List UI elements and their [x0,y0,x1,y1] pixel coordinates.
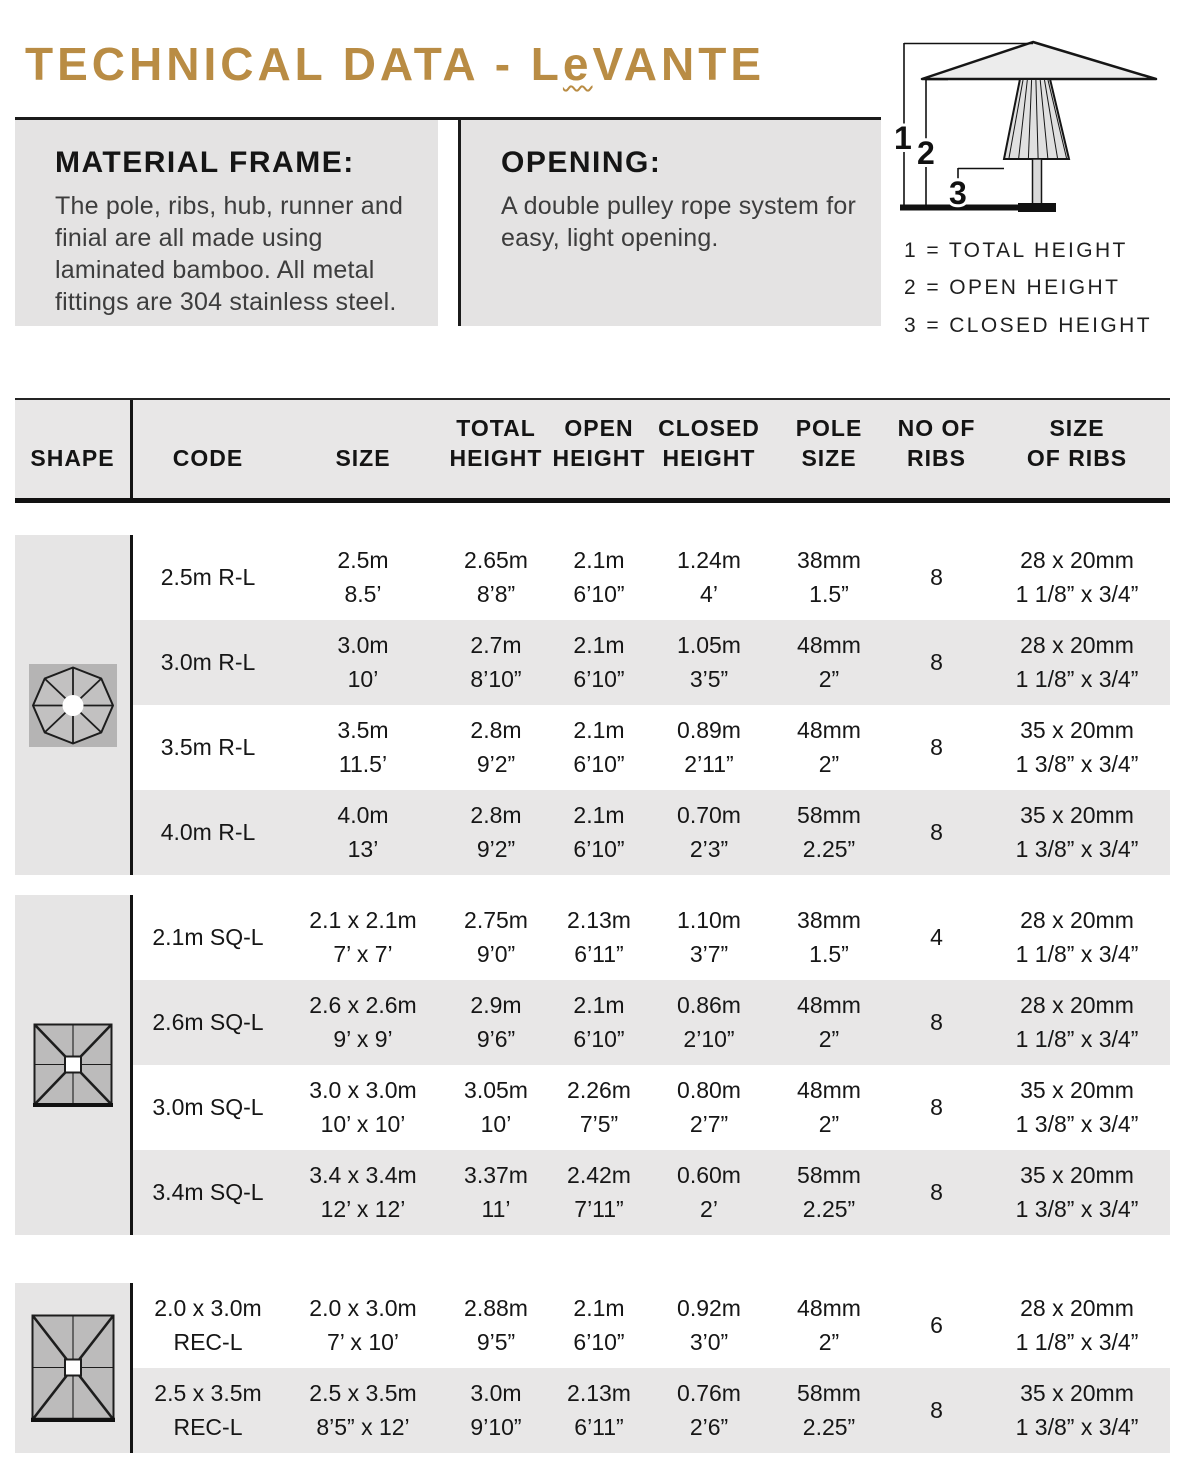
cell-pole-size: 48mm 2” [797,717,861,777]
cell-code: 2.0 x 3.0m REC-L [154,1295,262,1355]
cell-total-height: 3.0m 9’10” [470,1380,522,1440]
info-box-divider [438,120,458,326]
group-round [15,535,1170,875]
shape-cell-rectangle [15,1283,133,1453]
cell-open-height: 2.1m 6’10” [573,717,625,777]
table-row [133,980,1170,1065]
cell-no-of-ribs: 8 [930,818,943,845]
cell-no-of-ribs: 8 [930,563,943,590]
cell-no-of-ribs: 8 [930,1008,943,1035]
cell-pole-size: 58mm 2.25” [797,1380,861,1440]
page-title [25,37,765,91]
cell-code: 2.6m SQ-L [152,1008,264,1035]
table-row [133,1368,1170,1453]
cell-code: 2.1m SQ-L [152,923,264,950]
table-row [133,705,1170,790]
cell-size: 2.6 x 2.6m 9’ x 9’ [309,992,417,1052]
cell-no-of-ribs: 6 [930,1311,943,1338]
material-frame-heading: MATERIAL FRAME: [55,146,355,179]
cell-no-of-ribs: 8 [930,1178,943,1205]
cell-total-height: 2.75m 9’0” [464,907,528,967]
cell-pole-size: 38mm 1.5” [797,547,861,607]
cell-size-of-ribs: 35 x 20mm 1 3/8” x 3/4” [1015,1162,1139,1222]
cell-closed-height: 0.70m 2’3” [677,802,741,862]
material-frame-body: The pole, ribs, hub, runner and finial are all made using laminated bamboo. All metal fittings are 304 stainless steel. [55,192,404,316]
callout-3: 3 [949,175,967,211]
cell-size-of-ribs: 35 x 20mm 1 3/8” x 3/4” [1015,717,1139,777]
table-row [133,1065,1170,1150]
material-frame-box [15,120,438,326]
table-row [133,535,1170,620]
cell-closed-height: 1.24m 4’ [677,547,741,607]
umbrella-height-diagram [892,16,1180,344]
cell-no-of-ribs: 8 [930,648,943,675]
umbrella-diagram-icon [892,16,1180,218]
cell-size-of-ribs: 28 x 20mm 1 1/8” x 3/4” [1015,907,1139,967]
cell-closed-height: 0.89m 2’11” [677,717,741,777]
spec-table [15,398,1170,1453]
cell-open-height: 2.1m 6’10” [573,1295,625,1355]
header-open-height: OPEN HEIGHT [552,415,646,472]
cell-code: 3.4m SQ-L [152,1178,264,1205]
cell-total-height: 3.05m 10’ [464,1077,528,1137]
cell-open-height: 2.42m 7’11” [567,1162,631,1222]
header-total-height: TOTAL HEIGHT [449,415,543,472]
cell-closed-height: 0.86m 2’10” [677,992,741,1052]
header-shape: SHAPE [15,400,133,498]
cell-pole-size: 58mm 2.25” [797,1162,861,1222]
cell-closed-height: 0.76m 2’6” [677,1380,741,1440]
cell-code: 3.0m SQ-L [152,1093,264,1120]
cell-total-height: 3.37m 11’ [464,1162,528,1222]
cell-no-of-ribs: 8 [930,1396,943,1423]
opening-box [458,120,881,326]
header-no-of-ribs: NO OF RIBS [897,415,976,472]
cell-code: 2.5 x 3.5m REC-L [154,1380,262,1440]
cell-pole-size: 48mm 2” [797,992,861,1052]
legend-total-height: 1 = TOTAL HEIGHT [904,239,1128,262]
opening-body: A double pulley rope system for easy, light opening. [501,192,857,252]
table-header-row [15,398,1170,503]
cell-code: 2.5m R-L [160,563,256,590]
cell-total-height: 2.8m 9’2” [470,802,522,862]
table-row [133,1283,1170,1368]
diagram-legend [904,232,1180,344]
cell-no-of-ribs: 4 [930,923,943,950]
cell-size-of-ribs: 35 x 20mm 1 3/8” x 3/4” [1015,1380,1139,1440]
group-square [15,895,1170,1235]
title-suffix: VANTE [592,37,766,90]
title-prefix: TECHNICAL DATA - L [25,37,563,90]
cell-pole-size: 48mm 2” [797,632,861,692]
rectangular-umbrella-icon [31,1314,115,1422]
cell-size: 3.4 x 3.4m 12’ x 12’ [309,1162,417,1222]
group-rectangle [15,1283,1170,1453]
cell-closed-height: 0.92m 3’0” [677,1295,741,1355]
group-round-rows [133,535,1170,875]
cell-total-height: 2.65m 8’8” [464,547,528,607]
table-row [133,620,1170,705]
shape-cell-square [15,895,133,1235]
cell-no-of-ribs: 8 [930,1093,943,1120]
cell-size-of-ribs: 28 x 20mm 1 1/8” x 3/4” [1015,547,1139,607]
cell-pole-size: 58mm 2.25” [797,802,861,862]
legend-open-height: 2 = OPEN HEIGHT [904,276,1121,300]
title-styled-e: e [562,37,593,90]
cell-open-height: 2.13m 6’11” [567,1380,631,1440]
cell-closed-height: 0.60m 2’ [677,1162,741,1222]
cell-size: 2.5m 8.5’ [337,547,389,607]
shape-cell-round [15,535,133,875]
cell-open-height: 2.1m 6’10” [573,802,625,862]
cell-size-of-ribs: 28 x 20mm 1 1/8” x 3/4” [1015,1295,1139,1355]
cell-total-height: 2.7m 8’10” [470,632,522,692]
square-umbrella-icon [33,1023,113,1107]
cell-total-height: 2.8m 9’2” [470,717,522,777]
cell-size-of-ribs: 35 x 20mm 1 3/8” x 3/4” [1015,802,1139,862]
cell-closed-height: 1.05m 3’5” [677,632,741,692]
cell-size: 3.5m 11.5’ [337,717,389,777]
cell-size-of-ribs: 28 x 20mm 1 1/8” x 3/4” [1015,992,1139,1052]
cell-open-height: 2.1m 6’10” [573,992,625,1052]
cell-code: 4.0m R-L [160,818,256,845]
header-closed-height: CLOSED HEIGHT [658,415,760,472]
header-code: CODE [172,445,244,472]
opening-heading: OPENING: [501,146,662,179]
cell-closed-height: 1.10m 3’7” [677,907,741,967]
cell-size-of-ribs: 35 x 20mm 1 3/8” x 3/4” [1015,1077,1139,1137]
cell-size: 2.0 x 3.0m 7’ x 10’ [309,1295,417,1355]
header-pole-size: POLE SIZE [795,415,863,472]
round-umbrella-icon [29,664,117,747]
table-row [133,1150,1170,1235]
cell-code: 3.0m R-L [160,648,256,675]
header-size: SIZE [335,445,391,472]
cell-closed-height: 0.80m 2’7” [677,1077,741,1137]
cell-open-height: 2.26m 7’5” [567,1077,631,1137]
cell-pole-size: 48mm 2” [797,1295,861,1355]
callout-1: 1 [894,120,912,156]
header-size-of-ribs: SIZE OF RIBS [1026,415,1128,472]
cell-open-height: 2.13m 6’11” [567,907,631,967]
table-row [133,895,1170,980]
callout-2: 2 [917,135,935,171]
cell-size: 4.0m 13’ [337,802,389,862]
cell-size: 3.0 x 3.0m 10’ x 10’ [309,1077,417,1137]
cell-pole-size: 38mm 1.5” [797,907,861,967]
group-square-rows [133,895,1170,1235]
cell-open-height: 2.1m 6’10” [573,547,625,607]
cell-pole-size: 48mm 2” [797,1077,861,1137]
cell-size: 2.1 x 2.1m 7’ x 7’ [309,907,417,967]
cell-size: 2.5 x 3.5m 8’5” x 12’ [309,1380,417,1440]
group-rectangle-rows [133,1283,1170,1453]
cell-code: 3.5m R-L [160,733,256,760]
cell-no-of-ribs: 8 [930,733,943,760]
cell-size: 3.0m 10’ [337,632,389,692]
cell-size-of-ribs: 28 x 20mm 1 1/8” x 3/4” [1015,632,1139,692]
cell-open-height: 2.1m 6’10” [573,632,625,692]
cell-total-height: 2.88m 9’5” [464,1295,528,1355]
legend-closed-height: 3 = CLOSED HEIGHT [904,313,1152,337]
cell-total-height: 2.9m 9’6” [470,992,522,1052]
info-boxes [15,117,881,326]
table-row [133,790,1170,875]
